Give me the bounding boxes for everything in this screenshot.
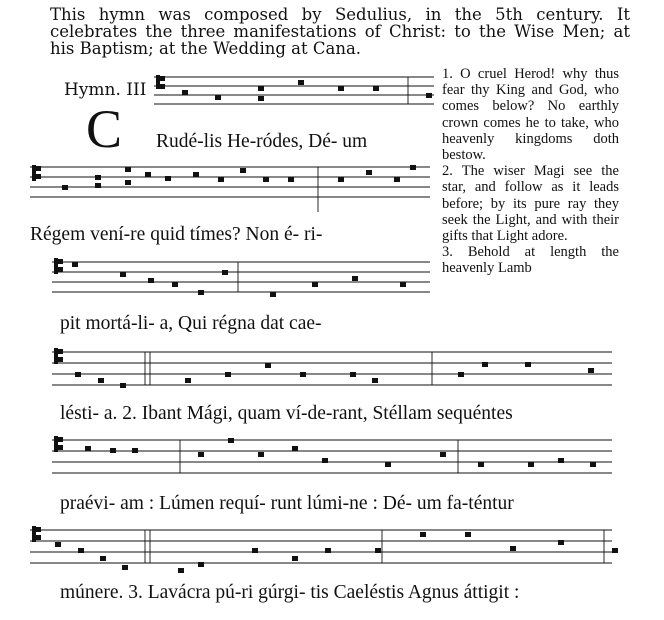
translation-verse-3: 3. Behold at length the heavenly Lamb xyxy=(442,244,619,277)
staff-5 xyxy=(52,440,612,473)
hymn-label: Hymn. III xyxy=(64,80,147,100)
staff-1 xyxy=(154,77,434,104)
staff-6 xyxy=(30,530,612,563)
lyric-line-4: lésti- a. 2. Ibant Mági, quam ví-de-rant, Stéllam sequéntes xyxy=(60,403,513,424)
lyric-line-2: Régem vení-re quid tímes? Non é- ri- xyxy=(30,224,323,245)
lyric-line-5: praévi- am : Lúmen requí- runt lúmi-ne : Dé- um fa-téntur xyxy=(60,493,514,514)
intro-paragraph: This hymn was composed by Sedulius, in the 5th century. It celebrates the three manifestations of Christ: to the Wise Men; at his Baptism; at the Wedding at Cana. xyxy=(50,5,630,58)
lyric-line-6: múnere. 3. Lavácra pú-ri gúrgi- tis Caeléstis Agnus áttigit : xyxy=(60,582,520,603)
staff-3 xyxy=(52,262,430,292)
staff-4 xyxy=(52,352,612,385)
lyric-line-1: Rudé-lis He-ródes, Dé- um xyxy=(156,131,368,152)
translation-column xyxy=(442,66,619,277)
initial-letter: C xyxy=(86,99,123,159)
translation-verse-2: 2. The wiser Magi see the star, and follow as it leads before; by its pure ray they seek the Light, and with their gifts that Light adore. xyxy=(442,163,619,245)
translation-verse-1: 1. O cruel Herod! why thus fear thy King and God, who comes below? No earthly crown comes he to take, who heavenly kingdoms doth bestow. xyxy=(442,66,619,164)
lyric-line-3: pit mortá-li- a, Qui régna dat cae- xyxy=(60,313,322,334)
